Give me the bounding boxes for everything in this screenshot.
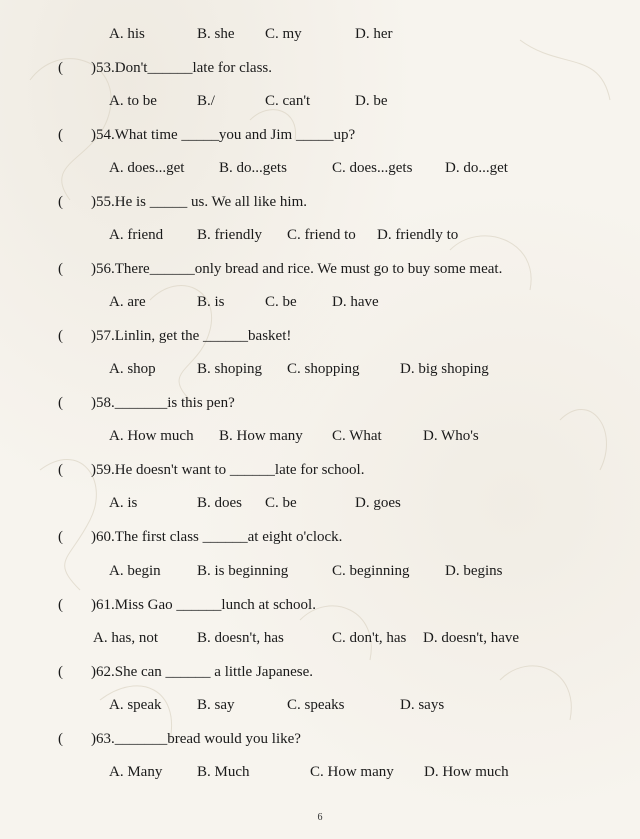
option: A. to be	[109, 93, 157, 109]
option: C. don't, has	[332, 630, 407, 646]
answer-paren: (	[58, 529, 63, 545]
option: A. shop	[109, 361, 156, 377]
option: D. be	[355, 93, 388, 109]
option: B. do...gets	[219, 160, 287, 176]
question-text: )54.What time _____you and Jim _____up?	[91, 127, 356, 143]
answer-paren: (	[58, 664, 63, 680]
option: A. his	[109, 26, 145, 42]
option: C. How many	[310, 764, 394, 780]
question-text: )60.The first class ______at eight o'clock.	[91, 529, 343, 545]
option: C. friend to	[287, 227, 356, 243]
option: A. Many	[109, 764, 163, 780]
answer-paren: (	[58, 462, 63, 478]
option: D. doesn't, have	[423, 630, 520, 646]
option: B./	[197, 93, 215, 109]
option: B. Much	[197, 764, 250, 780]
option: C. be	[265, 495, 297, 511]
option: B. doesn't, has	[197, 630, 284, 646]
option: B. is beginning	[197, 563, 289, 579]
option: D. big shoping	[400, 361, 489, 377]
question-text: )62.She can ______ a little Japanese.	[91, 664, 314, 680]
answer-paren: (	[58, 328, 63, 344]
option: D. have	[332, 294, 379, 310]
question-text: )61.Miss Gao ______lunch at school.	[91, 597, 316, 613]
answer-paren: (	[58, 194, 63, 210]
option: B. shoping	[197, 361, 263, 377]
page-number: 6	[317, 812, 323, 823]
option: C. shopping	[287, 361, 360, 377]
option: A. has, not	[93, 630, 158, 646]
option: B. is	[197, 294, 225, 310]
option: A. How much	[109, 428, 194, 444]
answer-paren: (	[58, 261, 63, 277]
option: C. beginning	[332, 563, 410, 579]
answer-paren: (	[58, 731, 63, 747]
option: C. What	[332, 428, 382, 444]
option: A. is	[109, 495, 138, 511]
option: C. does...gets	[332, 160, 413, 176]
option: D. friendly to	[377, 227, 459, 243]
option: B. does	[197, 495, 242, 511]
option: A. does...get	[109, 160, 185, 176]
question-text: )57.Linlin, get the ______basket!	[91, 328, 292, 344]
option: D. How much	[424, 764, 509, 780]
answer-paren: (	[58, 597, 63, 613]
question-text: )63._______bread would you like?	[91, 731, 301, 747]
option: A. are	[109, 294, 146, 310]
option: B. friendly	[197, 227, 262, 243]
option: D. Who's	[423, 428, 479, 444]
option: D. do...get	[445, 160, 508, 176]
option: D. her	[355, 26, 393, 42]
option: B. say	[197, 697, 235, 713]
answer-paren: (	[58, 395, 63, 411]
option: C. my	[265, 26, 302, 42]
option: C. can't	[265, 93, 311, 109]
question-text: )59.He doesn't want to ______late for school.	[91, 462, 365, 478]
option: B. she	[197, 26, 235, 42]
question-text: )56.There______only bread and rice. We must go to buy some meat.	[91, 261, 503, 277]
option: A. friend	[109, 227, 164, 243]
option: C. speaks	[287, 697, 345, 713]
answer-paren: (	[58, 127, 63, 143]
question-text: )53.Don't______late for class.	[91, 60, 272, 76]
option: D. begins	[445, 563, 503, 579]
question-text: )55.He is _____ us. We all like him.	[91, 194, 307, 210]
option: D. goes	[355, 495, 401, 511]
option: A. begin	[109, 563, 161, 579]
question-text: )58._______is this pen?	[91, 395, 235, 411]
option: D. says	[400, 697, 445, 713]
option: C. be	[265, 294, 297, 310]
option: B. How many	[219, 428, 303, 444]
option: A. speak	[109, 697, 162, 713]
answer-paren: (	[58, 60, 63, 76]
